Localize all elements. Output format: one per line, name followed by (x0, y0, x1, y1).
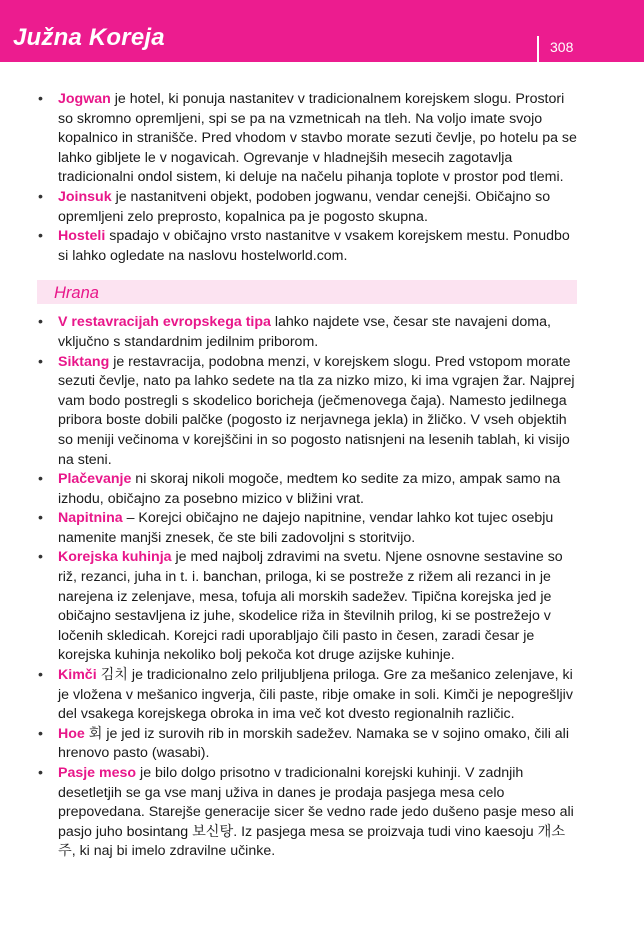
item-text: 회 je jed iz surovih rib in morskih sadežev. Namaka se v sojino omako, čili ali hrenovo pasto (wasabi). (58, 725, 569, 762)
header-divider (537, 36, 539, 62)
page-header (0, 0, 644, 62)
item-text: lahko najdete vse, česar ste navajeni doma, vključno s standardnim jedilnim priborom. (58, 314, 551, 350)
food-list (37, 313, 577, 862)
page-number: 308 (550, 39, 574, 55)
item-text: ni skoraj nikoli mogoče, medtem ko sedite za mizo, ampak samo na izhodu, običajno za posebno mizico v bližini vrat. (58, 471, 561, 507)
item-text: je med najbolj zdravimi na svetu. Njene osnovne sestavine so riž, rezanci, juha in t. i. (58, 549, 563, 586)
section-heading-hrana: Hrana (37, 280, 577, 304)
item-text: , ki deluje na načelu pihanja toplote v prostor pod tlemi. (217, 169, 564, 186)
term-jogwan: Jogwan (58, 91, 111, 107)
list-item-placevanje (37, 470, 577, 509)
term-pasje-meso: Pasje meso (58, 765, 137, 781)
list-item-kimci (37, 666, 577, 725)
term-napitnina: Napitnina (58, 510, 123, 527)
term-kimci: Kimči (58, 667, 97, 684)
term-placevanje: Plačevanje (58, 471, 132, 488)
term-restavracije: V restavracijah evropskega tipa (58, 314, 271, 331)
item-text: je nastanitveni objekt, podoben jogwanu, vendar cenejši. Običajno so opremljeni zelo preprosto, kopalnica pa je pogosto skupna. (58, 188, 551, 225)
item-text: 보신탕. Iz pasjega mesa se proizvaja tudi vino (188, 823, 485, 840)
item-text: 김치 je tradicionalno zelo priljubljena priloga. Gre za mešanico zelenjave, ki je vložena v mešanico ingverja, čili paste, ribje omake in soli. Kimči je nepogrešljiv del vsakega korejskega obroka in ima več kot dvesto regionalnih različic. (58, 667, 573, 723)
term-siktang: Siktang (58, 353, 110, 370)
accommodation-list (37, 90, 577, 266)
keyword-banchan: banchan (203, 569, 258, 586)
item-text: je hotel, ki ponuja nastanitev v tradicionalnem korejskem slogu. Prostori so skromno opremljeni, spi se pa na vzmetnicah na tleh. Na voljo imate svojo kopalnico in stranišče. Pred vhodom v stavbo morate sezuti čevlje, po hotelu pa se lahko gibljete le v nogavicah. Ogrevanje v hladnejših mesecih zagotavlja tradicionalni (58, 91, 577, 186)
list-item-restavracije (37, 313, 577, 352)
keyword-ondol: ondol sistem (137, 169, 218, 186)
item-text: spadajo v običajno vrsto nastanitve v vsakem korejskem mestu. Ponudbo si lahko ogledate na naslovu hostelworld.com. (58, 228, 570, 264)
list-item-jogwan (37, 90, 577, 188)
page-title: Južna Koreja (13, 24, 165, 51)
keyword-boricheja: boricheja (255, 392, 314, 409)
item-text: – Korejci običajno ne dajejo napitnine, vendar lahko kot tujec osebju namenite manjši znesek, če ste bili zadovoljni s storitvijo. (58, 510, 554, 546)
term-hoe: Hoe (58, 725, 85, 742)
list-item-hoe (37, 725, 577, 764)
term-korejska-kuhinja: Korejska kuhinja (58, 549, 172, 566)
list-item-pasje-meso (37, 764, 577, 862)
term-joinsuk: Joinsuk (58, 188, 112, 205)
item-text: je bilo dolgo prisotno v tradicionalni korejski kuhinji. V zadnjih desetletjih se ga vse manj uživa in danes je prodaja pasjega mesa celo prepovedana. Starejše generacije sicer še vedno rade jedo dušeno pasje meso ali pasjo juho (58, 765, 574, 840)
item-text: je restavracija, podobna menzi, v korejskem slogu. Pred vstopom morate sezuti čevlje, nato pa lahko sedete na tla za nizko mizo, ki ima vgrajen žar. Najprej vam bodo postregli s skodelico (58, 353, 575, 409)
item-text: 개소주, ki naj bi imelo zdravilne učinke. (58, 823, 566, 860)
keyword-bosintang: bosintang (126, 823, 189, 840)
list-item-korejska-kuhinja (37, 548, 577, 666)
keyword-kaesoju: kaesoju (484, 823, 534, 840)
term-hosteli: Hosteli (58, 228, 106, 245)
page-content (37, 90, 577, 862)
list-item-siktang (37, 353, 577, 471)
item-text: (ječmenovega čaja). Namesto jedilnega pribora boste dobili palčke (pogosto iz nerjavnega jekla) in žličko. V vseh objektih so meniji večinoma v korejščini in so pogosto natisnjeni na lesenih tablah, ki visijo na steni. (58, 392, 570, 468)
item-text: , priloga, ki se postreže z rižem ali rezanci in je narejena iz zelenjave, mesa, tofuja ali morskih sadežev. Tipična korejska jed je običajno sestavljena iz juhe, skodelice riža in številnih prilog, ki se postrežejo v ločenih skledicah. Korejci radi uporabljajo čili pasto in česen, zaradi česar je korejska kuhinja nekoliko bolj pekoča kot druge azijske kuhinje. (58, 569, 552, 664)
list-item-hosteli (37, 227, 577, 266)
list-item-napitnina (37, 509, 577, 548)
list-item-joinsuk (37, 188, 577, 227)
